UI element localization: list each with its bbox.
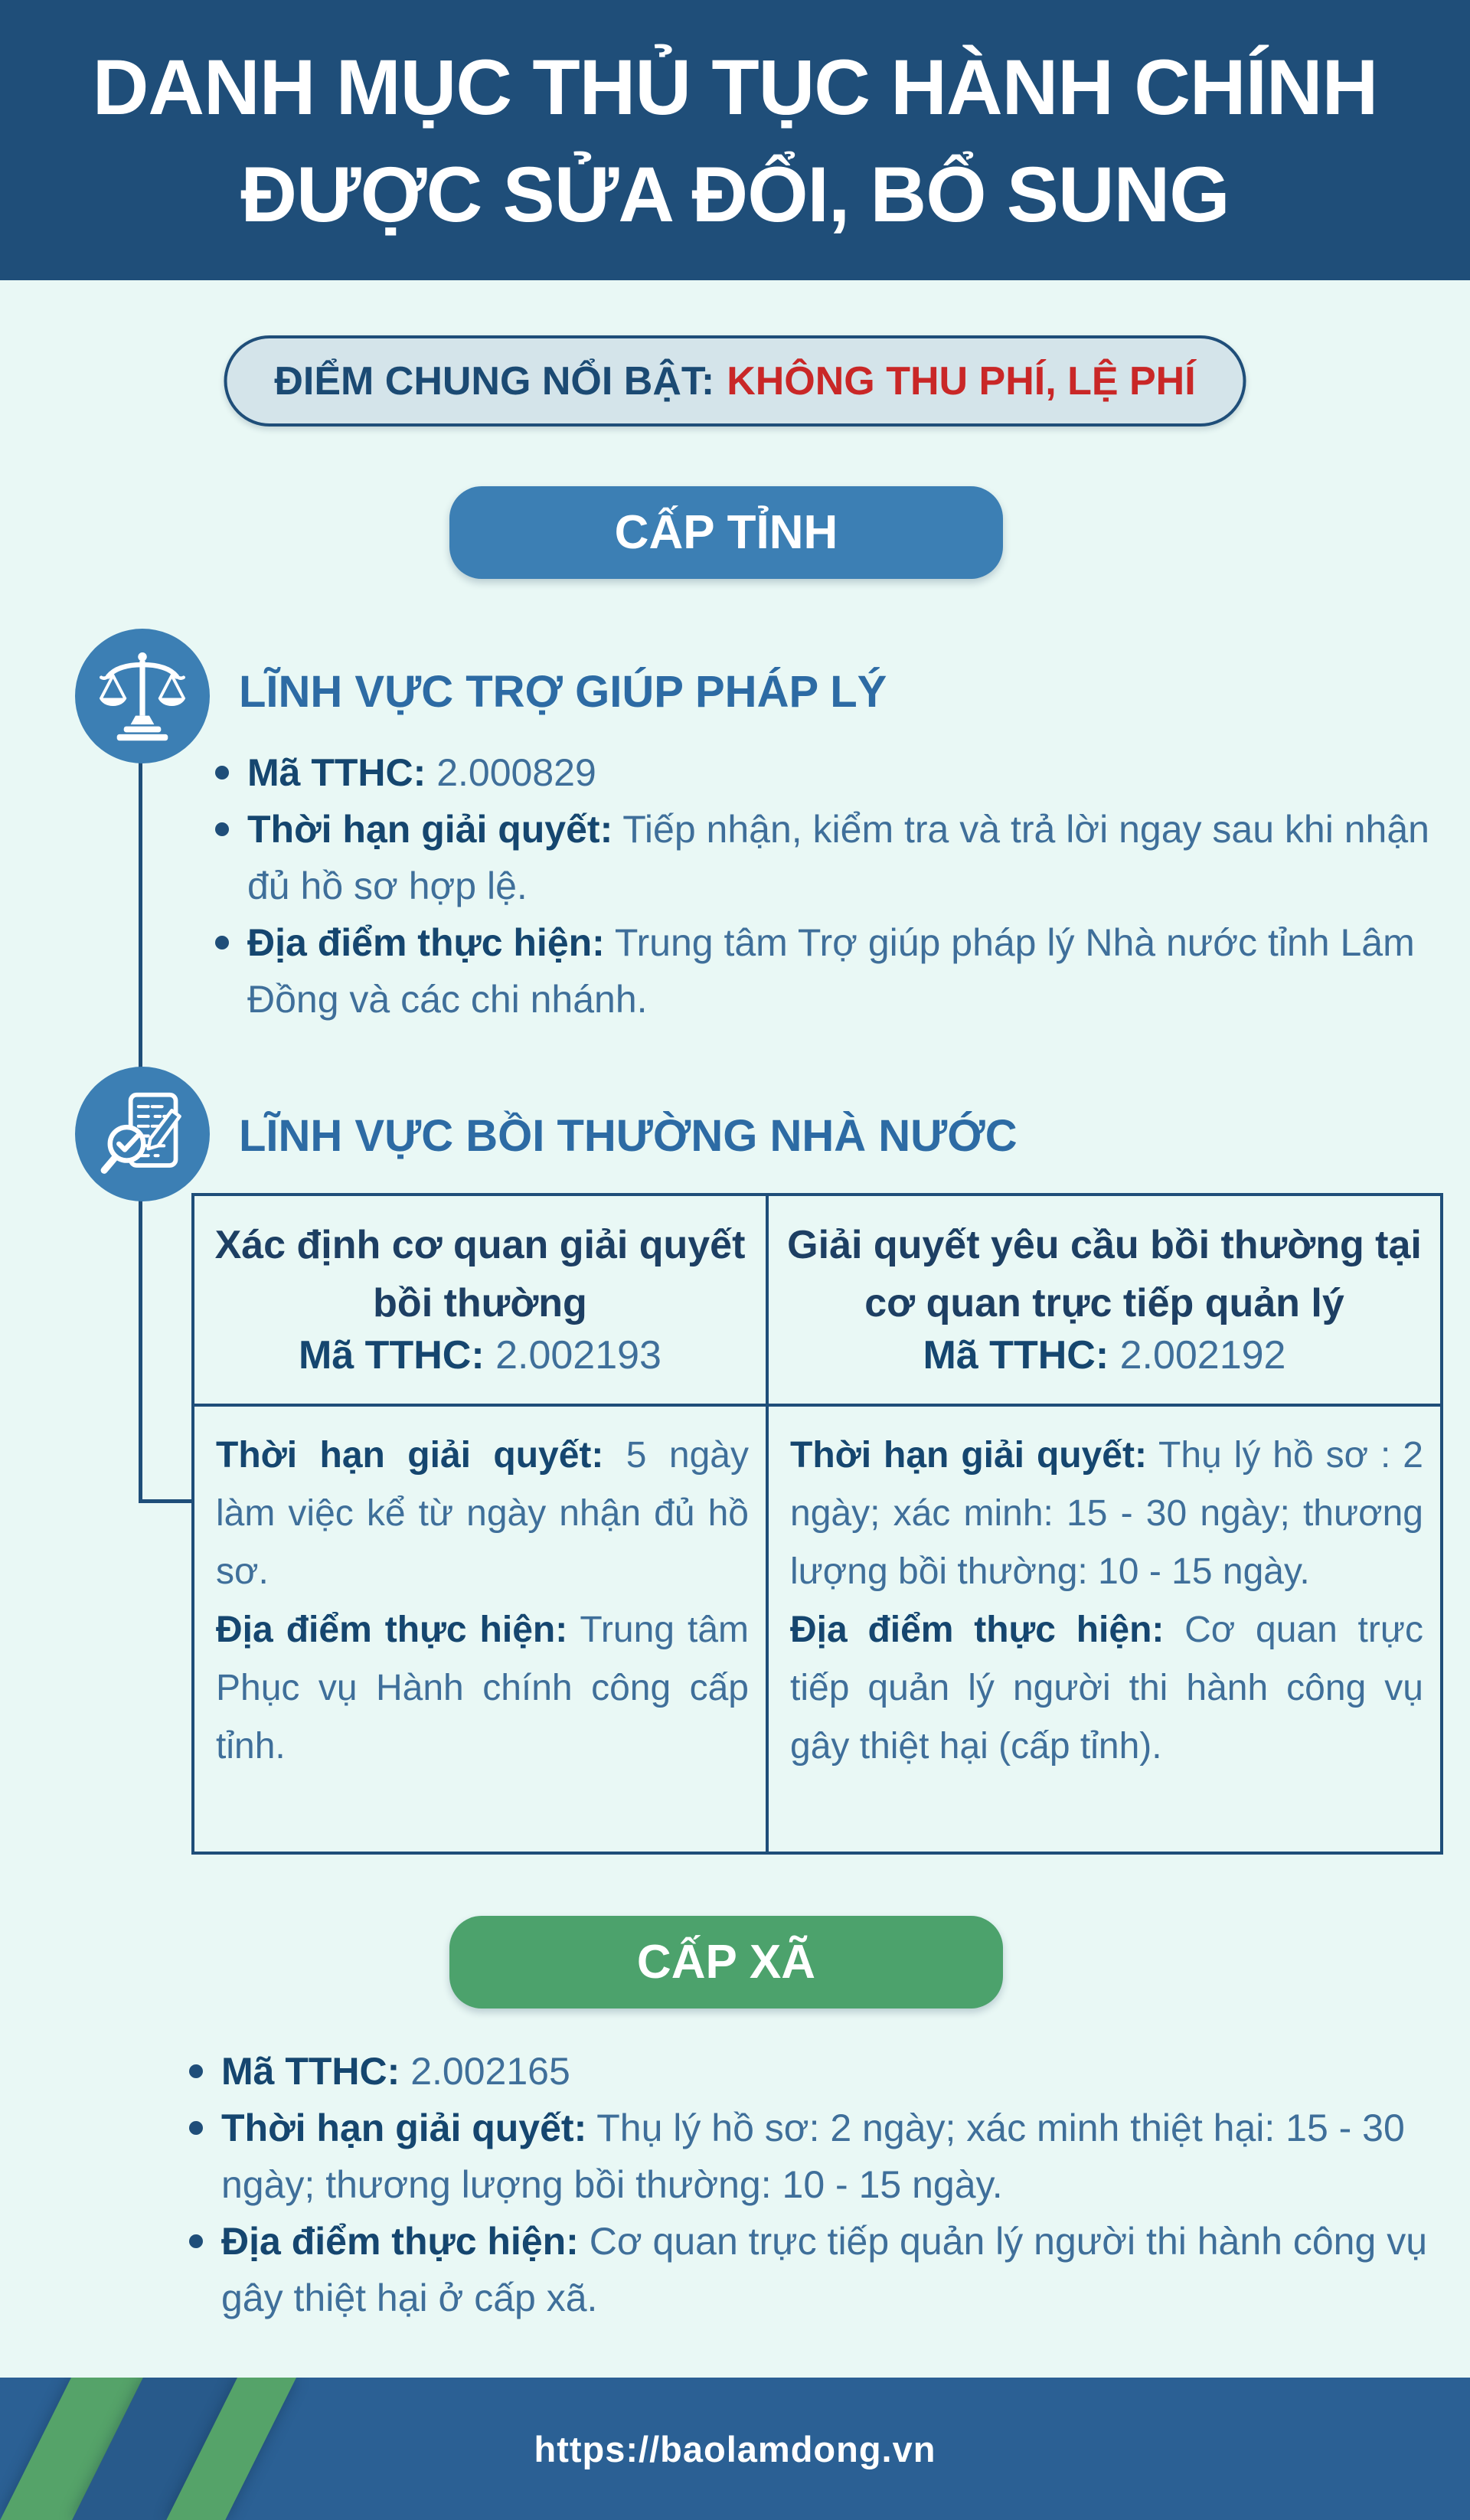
page-title-line2: ĐƯỢC SỬA ĐỔI, BỔ SUNG — [240, 151, 1230, 238]
table-text: Thời hạn giải quyết: 5 ngày làm việc kể từ ngày nhận đủ hồ sơ. — [216, 1435, 749, 1592]
bullet-dot — [215, 766, 229, 780]
list-item-text: Mã TTHC: 2.000829 — [247, 751, 596, 794]
header-banner — [0, 0, 1470, 280]
footer-url-link[interactable]: https://baolamdong.vn — [534, 2428, 936, 2469]
list-item-text: Mã TTHC: 2.002165 — [221, 2050, 570, 2093]
highlight-label: ĐIỂM CHUNG NỔI BẬT: — [274, 358, 715, 404]
section-compensation-heading: LĨNH VỰC BỒI THƯỜNG NHÀ NƯỚC — [239, 1111, 1018, 1161]
document-check-magnifier-icon — [75, 1067, 210, 1201]
section-legal-aid-heading: LĨNH VỰC TRỢ GIÚP PHÁP LÝ — [239, 667, 887, 717]
table-header-cell-2 — [769, 1196, 1440, 1407]
bullet-dot — [189, 2121, 203, 2135]
province-level-button[interactable]: CẤP TỈNH — [449, 486, 1003, 579]
list-item-text: Địa điểm thực hiện: Cơ quan trực tiếp quản lý người thi hành công vụ gây thiệt hại ở cấp xã. — [221, 2220, 1427, 2319]
highlight-badge — [224, 335, 1246, 427]
table-body-cell-1 — [194, 1407, 769, 1852]
procedures-table — [191, 1193, 1443, 1855]
list-item — [189, 2213, 1443, 2326]
bullet-dot — [215, 822, 229, 836]
footer-bar — [0, 2378, 1470, 2520]
scales-of-justice-icon — [75, 629, 210, 763]
list-item — [189, 2043, 1443, 2100]
table-body-cell-2 — [769, 1407, 1440, 1852]
list-item-text: Thời hạn giải quyết: Thụ lý hồ sơ: 2 ngày; xác minh thiệt hại: 15 - 30 ngày; thương lượng bồi thường: 10 - 15 ngày. — [221, 2107, 1405, 2206]
table-header-cell-1 — [194, 1196, 769, 1407]
table-connector-stub — [139, 1499, 194, 1503]
commune-bullet-list — [189, 2043, 1443, 2326]
procedure-title: Xác định cơ quan giải quyết bồi thường — [214, 1223, 746, 1325]
list-item-text: Địa điểm thực hiện: Trung tâm Trợ giúp pháp lý Nhà nước tỉnh Lâm Đồng và các chi nhánh. — [247, 921, 1415, 1021]
list-item — [215, 744, 1443, 801]
bullet-dot — [189, 2234, 203, 2248]
table-text: Địa điểm thực hiện: Cơ quan trực tiếp quản lý người thi hành công vụ gây thiệt hại (cấp tỉnh). — [790, 1610, 1423, 1767]
list-item — [215, 914, 1443, 1028]
table-text: Thời hạn giải quyết: Thụ lý hồ sơ : 2 ngày; xác minh: 15 - 30 ngày; thương lượng bồi thường: 10 - 15 ngày. — [790, 1435, 1424, 1592]
page-title — [0, 0, 1470, 248]
bullet-dot — [215, 936, 229, 949]
list-item-text: Thời hạn giải quyết: Tiếp nhận, kiểm tra và trả lời ngay sau khi nhận đủ hồ sơ hợp lệ. — [247, 808, 1429, 907]
page-title-line1: DANH MỤC THỦ TỤC HÀNH CHÍNH — [92, 44, 1378, 131]
list-item — [215, 801, 1443, 914]
procedure-title: Giải quyết yêu cầu bồi thường tại cơ quan trực tiếp quản lý — [787, 1223, 1422, 1325]
bullet-dot — [189, 2064, 203, 2078]
list-item — [189, 2100, 1443, 2213]
commune-level-button[interactable]: CẤP XÃ — [449, 1916, 1003, 2008]
legal-aid-bullet-list — [215, 744, 1443, 1028]
procedure-code: Mã TTHC: 2.002193 — [299, 1333, 662, 1378]
highlight-value: KHÔNG THU PHÍ, LỆ PHÍ — [727, 358, 1196, 404]
table-text: Địa điểm thực hiện: Trung tâm Phục vụ Hành chính công cấp tỉnh. — [216, 1610, 750, 1767]
procedure-code: Mã TTHC: 2.002192 — [923, 1333, 1286, 1378]
